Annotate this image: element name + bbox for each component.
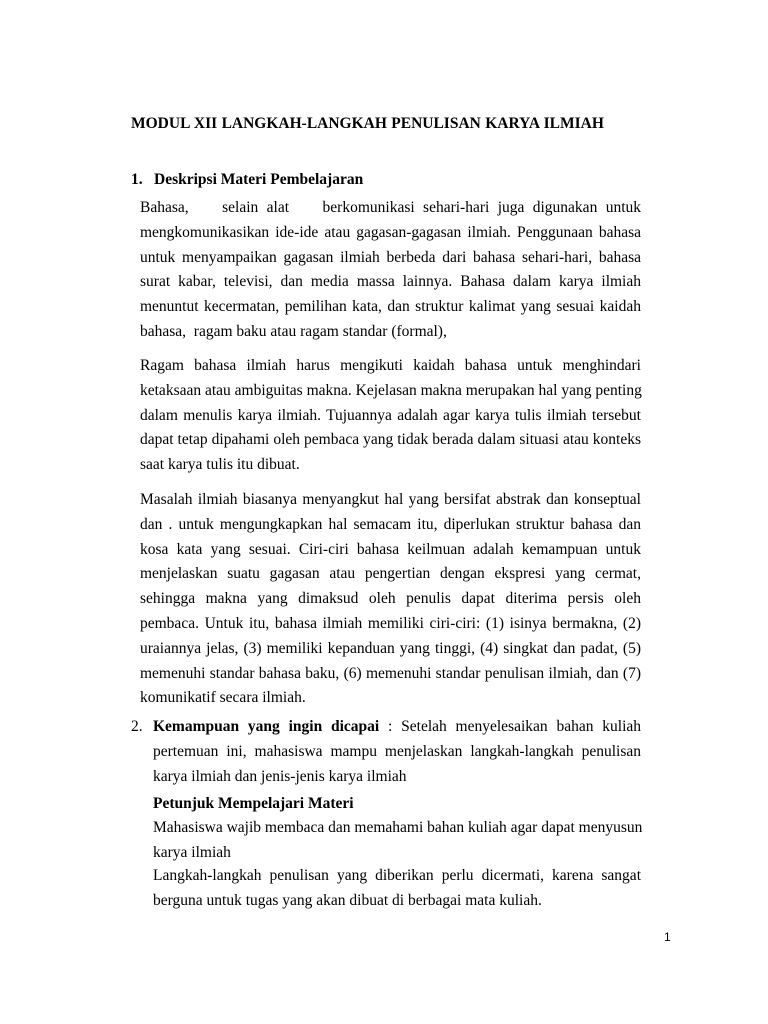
paragraph-line: surat kabar, televisi, dan media massa lainnya. Bahasa dalam karya ilmiah bbox=[140, 273, 641, 291]
paragraph-line: untuk menyampaikan gagasan ilmiah berbeda dari bahasa sehari-hari, bahasa bbox=[140, 248, 641, 266]
paragraph-line: Langkah-langkah penulisan yang diberikan perlu dicermati, karena sangat bbox=[153, 867, 641, 884]
paragraph-line: karya ilmiah dan jenis-jenis karya ilmiah bbox=[153, 767, 407, 785]
paragraph-line: berguna untuk tugas yang akan dibuat di berbagai mata kuliah. bbox=[153, 891, 542, 909]
section-2-heading: Kemampuan yang ingin dicapai bbox=[153, 718, 380, 735]
paragraph-line: mengkomunikasikan ide-ide atau gagasan-gagasan ilmiah. Penggunaan bahasa bbox=[140, 223, 641, 241]
section-2-subheading: Petunjuk Mempelajari Materi bbox=[153, 795, 354, 812]
section-2-lead-text: : Setelah menyelesaikan bahan kuliah bbox=[379, 718, 642, 735]
section-1-heading bbox=[131, 171, 363, 189]
paragraph-2 bbox=[140, 354, 641, 478]
paragraph-line: sehingga makna yang dimaksud oleh penulis dapat diterima persis oleh bbox=[140, 590, 641, 608]
section-2-lead-line bbox=[153, 715, 641, 740]
paragraph-1 bbox=[140, 196, 641, 345]
paragraph-3 bbox=[140, 488, 641, 711]
section-2-number: 2. bbox=[131, 718, 143, 735]
paragraph-line: karya ilmiah bbox=[153, 843, 231, 861]
paragraph-line: uraiannya jelas, (3) memiliki kepanduan yang tinggi, (4) singkat dan padat, (5) bbox=[140, 639, 641, 657]
document-title: MODUL XII LANGKAH-LANGKAH PENULISAN KARYA ILMIAH bbox=[131, 115, 604, 132]
page-number: 1 bbox=[664, 930, 671, 944]
section-2-lead bbox=[153, 715, 641, 789]
paragraph-line: ketaksaan atau ambiguitas makna. Kejelasan makna merupakan hal yang penting bbox=[140, 381, 642, 399]
paragraph-line: dalam menulis karya ilmiah. Tujuannya adalah agar karya tulis ilmiah tersebut bbox=[140, 406, 641, 424]
paragraph-line: dapat tetap dipahami oleh pembaca yang tidak berada dalam situasi atau konteks bbox=[140, 431, 641, 449]
paragraph-line: menuntut kecermatan, pemilihan kata, dan struktur kalimat yang sesuai kaidah bbox=[140, 298, 641, 316]
paragraph-line: Bahasa, selain alat berkomunikasi sehari-hari juga digunakan untuk bbox=[140, 199, 641, 216]
paragraph-line: kosa kata yang sesuai. Ciri-ciri bahasa keilmuan adalah kemampuan untuk bbox=[140, 540, 641, 558]
paragraph-line: Masalah ilmiah biasanya menyangkut hal yang bersifat abstrak dan konseptual bbox=[140, 491, 641, 508]
paragraph-line: dan . untuk mengungkapkan hal semacam itu, diperlukan struktur bahasa dan bbox=[140, 515, 641, 533]
section-2-paragraph-2 bbox=[153, 864, 641, 914]
paragraph-line: menjelaskan suatu gagasan atau pengertian dengan ekspresi yang cermat, bbox=[140, 565, 641, 583]
paragraph-line: komunikatif secara ilmiah. bbox=[140, 689, 306, 707]
paragraph-line: Mahasiswa wajib membaca dan memahami bahan kuliah agar dapat menyusun bbox=[153, 819, 643, 836]
paragraph-line: pertemuan ini, mahasiswa mampu menjelaskan langkah-langkah penulisan bbox=[153, 742, 641, 760]
paragraph-line: saat karya tulis itu dibuat. bbox=[140, 456, 300, 474]
section-1-title: Deskripsi Materi Pembelajaran bbox=[154, 171, 364, 188]
section-2-paragraph-1 bbox=[153, 816, 641, 866]
section-1-number: 1. bbox=[131, 171, 143, 188]
paragraph-line: bahasa, ragam baku atau ragam standar (formal), bbox=[140, 322, 447, 340]
paragraph-line: Ragam bahasa ilmiah harus mengikuti kaidah bahasa untuk menghindari bbox=[140, 357, 641, 374]
paragraph-line: memenuhi standar bahasa baku, (6) memenuhi standar penulisan ilmiah, dan (7) bbox=[140, 664, 641, 682]
paragraph-line: pembaca. Untuk itu, bahasa ilmiah memiliki ciri-ciri: (1) isinya bermakna, (2) bbox=[140, 614, 641, 632]
